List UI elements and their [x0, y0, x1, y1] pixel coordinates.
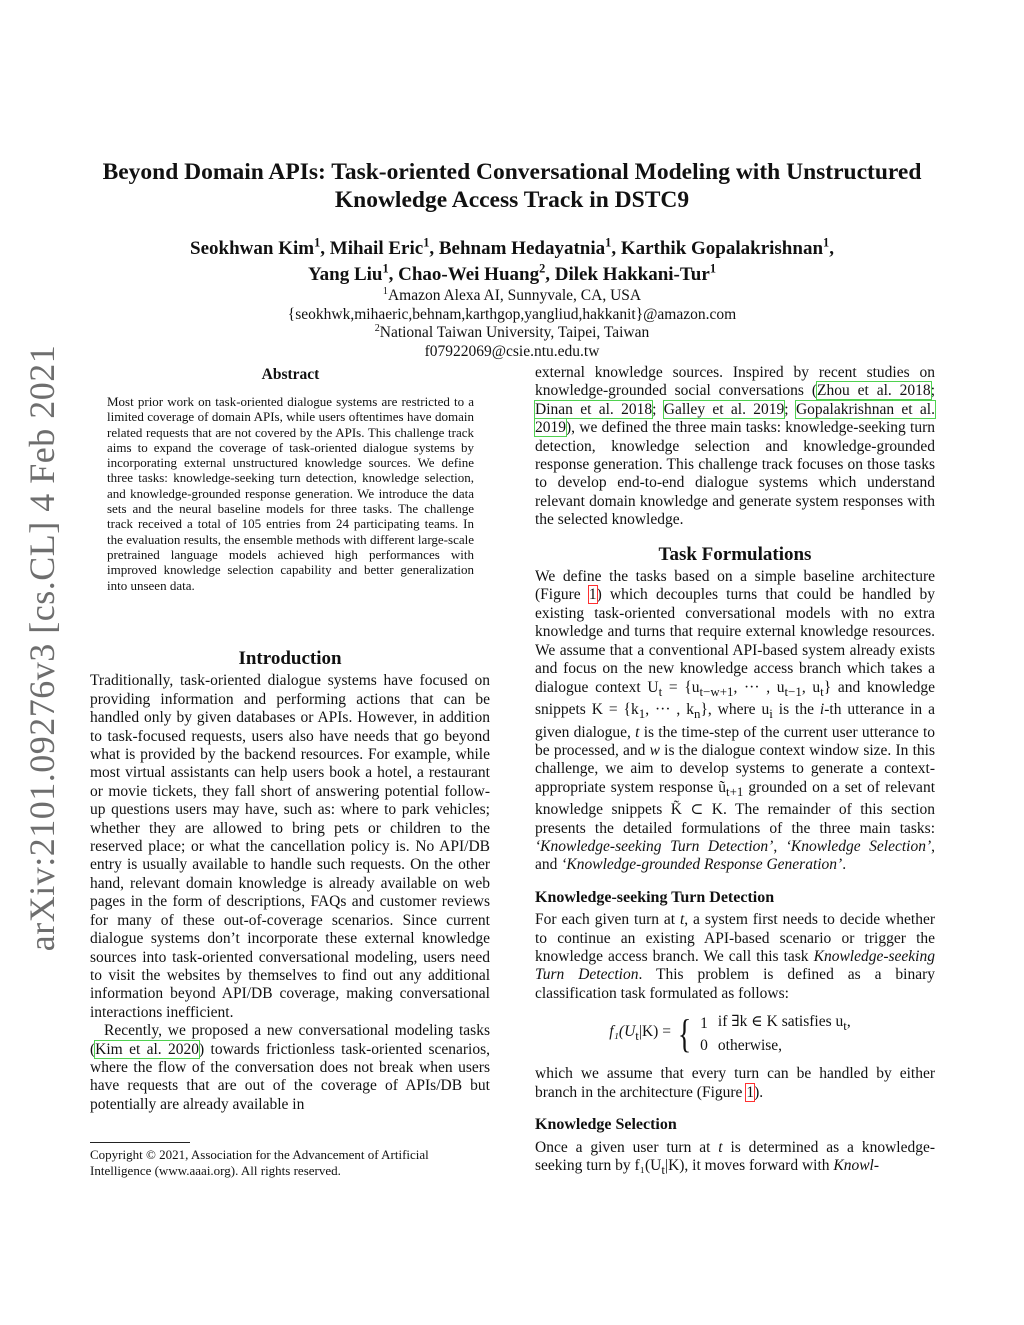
citation-link[interactable]: Galley et al. 2019 [663, 400, 785, 418]
citation-link[interactable]: Dinan et al. 2018 [535, 400, 653, 418]
task-formulations-heading: Task Formulations [658, 543, 812, 565]
intro-paragraph-1: Traditionally, task-oriented dialogue systems have focused on providing information and performing actions that can be handled only by given databases or APIs. However, in addition to task-focused requests, users also have needs that go beyond what is provided by the backend resources. For example, while most virtual assistants can help users book a hotel, a restaurant or movie tickets, they fall short of answering potential follow-up questions users may have, such as: where to park vehicles; whether they are allowed to bring pets or children to the reserved place; or what the cancellation policy is. No API/DB entry is usually available to handle such requests. On the other hand, relevant domain knowledge is already available on web pages in the form of descriptions, FAQs and customer reviews for many of these out-of-coverage scenarios. Since current dialogue systems don’t incorporate these external knowledge sources into task-oriented conversational modeling, users need to visit the websites by themselves to find out any additional information beyond API/DB coverage, making conversational interactions inefficient. [90, 672, 490, 1021]
affiliations [90, 287, 934, 361]
equation-f1 [535, 1011, 935, 1057]
author: Dilek Hakkani-Tur [554, 264, 710, 285]
intro-continuation: external knowledge sources. Inspired by recent studies on knowledge-grounded social conversations (Zhou et al. 2018; Dinan et al. 2018; Galley et al. 2019; Gopalakrishnan et al. 2019), we defined the three main tasks: knowledge-seeking turn detection, knowledge selection and knowledge-grounded response generation. This challenge track focuses on those tasks to develop end-to-end dialogue systems which understand relevant domain knowledge and generate system responses with the selected knowledge. [535, 364, 935, 529]
knowledge-selection-paragraph: Once a given user turn at t is determined as a knowledge-seeking turn by $f_1(U_t|K)$, it moves forward with Knowl- [535, 1138, 935, 1178]
author: Mihail Eric [329, 238, 424, 259]
author: Chao-Wei Huang [398, 264, 540, 285]
footnote-rule [90, 1142, 190, 1143]
arxiv-stamp [22, 344, 62, 952]
author-list [90, 236, 934, 288]
equation-lhs: $f_1(U_t|K)$ = [609, 1023, 671, 1044]
citation-link[interactable]: Zhou et al. 2018 [816, 382, 931, 400]
kstd-heading: Knowledge-seeking Turn Detection [535, 888, 775, 906]
author-line-2: Yang Liu$^1$, Chao-Wei Huang$^2$, Dilek Hakkani-Tur$^1$ [308, 261, 716, 285]
figure-ref-link[interactable]: 1 [746, 1083, 755, 1101]
brace-glyph: { [677, 1011, 692, 1057]
copyright-text: Copyright © 2021, Association for the Advancement of Artificial Intelligence (www.aaai.org). All rights reserved. [90, 1147, 429, 1178]
citation-link[interactable]: Gopalakrishnan et al. 2019 [535, 400, 935, 437]
task-formulations-paragraph: We define the tasks based on a simple baseline architecture (Figure 1) which decouples turns that could be handled by existing task-oriented conversational models with no extra knowledge and turns that require external knowledge resources. We assume that a conventional API-based system already exists and focus on the new knowledge access branch which takes a dialogue context $U_t = \{u_{t-w+1}$, ··· , $u_{t-1}$, $u_t$} and knowledge snippets $K = \{k_1$, ··· , $k_n$}, where $u_i$ is the i-th utterance in a given dialogue, t is the time-step of the current user utterance to be processed, and w is the dialogue context window size. In this challenge, we aim to develop systems to generate a context-appropriate system response $ũ_{t+1}$ grounded on a set of relevant knowledge snippets K̃ ⊂ K. The remainder of this section presents the detailed formulations of the three main tasks: ‘Knowledge-seeking Turn Detection’, ‘Knowledge Selection’, and ‘Knowledge-grounded Response Generation’. [535, 568, 935, 874]
copyright-footnote [90, 1142, 490, 1178]
abstract-section [107, 366, 474, 593]
kstd-paragraph: For each given turn at t, a system first needs to decide whether to continue an existing API-based scenario or trigger the knowledge access branch. We call this task Knowledge-seeking Turn Detection. This problem is defined as a binary classification task formulated as follows: [535, 911, 935, 1002]
citation-link[interactable]: Kim et al. 2020 [95, 1040, 200, 1058]
after-equation-paragraph: which we assume that every turn can be handled by either branch in the architecture (Figure 1). [535, 1065, 935, 1101]
intro-paragraph-2: Recently, we proposed a new conversational modeling tasks (Kim et al. 2020) towards frictionless task-oriented scenarios, where the flow of the conversation does not break when users have requests that are out of the coverage of APIs/DB but potentially are already available in [90, 1022, 490, 1113]
author: Yang Liu [308, 264, 383, 285]
author: Karthik Gopalakrishnan [620, 238, 824, 259]
email-list-1: {seokhwk,mihaeric,behnam,karthgop,yangliud,hakkanit}@amazon.com [287, 305, 737, 323]
figure-ref-link[interactable]: 1 [588, 586, 597, 604]
abstract-text: Most prior work on task-oriented dialogue systems are restricted to a limited coverage of domain APIs, while users oftentimes have domain related requests that are not covered by the APIs. This challenge track aims to expand the coverage of task-oriented dialogue systems by incorporating external unstructured knowledge sources. We define three tasks: knowledge-seeking turn detection, knowledge selection, and knowledge-grounded response generation. We introduce the data sets and the neural baseline models for three tasks. The challenge track received a total of 105 entries from 24 participating teams. In the evaluation results, the ensemble methods with different large-scale pretrained language models achieved high performances with improved knowledge selection capability and better generalization into unseen data. [107, 394, 474, 593]
introduction-heading: Introduction [238, 648, 342, 669]
abstract-heading: Abstract [261, 366, 320, 383]
email-2: f07922069@csie.ntu.edu.tw [424, 342, 600, 360]
author: Behnam Hedayatnia [438, 238, 606, 259]
affiliation-1: $^1$Amazon Alexa AI, Sunnyvale, CA, USA [382, 285, 642, 304]
affiliation-2: $^2$National Taiwan University, Taipei, Taiwan [374, 322, 650, 341]
author: Seokhwan Kim [190, 238, 315, 259]
knowledge-selection-heading: Knowledge Selection [535, 1116, 677, 1134]
left-column [90, 650, 490, 1114]
paper-title: Beyond Domain APIs: Task-oriented Conversational Modeling with Unstructured Knowledge Access Track in DSTC9 [102, 159, 922, 213]
right-column [535, 364, 935, 1180]
arxiv-id: arXiv:2101.09276v3 [cs.CL] 4 Feb 2021 [22, 344, 62, 952]
author-line-1: Seokhwan Kim$^1$, Mihail Eric$^1$, Behnam Hedayatnia$^1$, Karthik Gopalakrishnan$^1$, [190, 235, 834, 259]
equation-cases: 1 if ∃k ∈ K satisfies $u_t$, 0 otherwise, [700, 1013, 851, 1055]
